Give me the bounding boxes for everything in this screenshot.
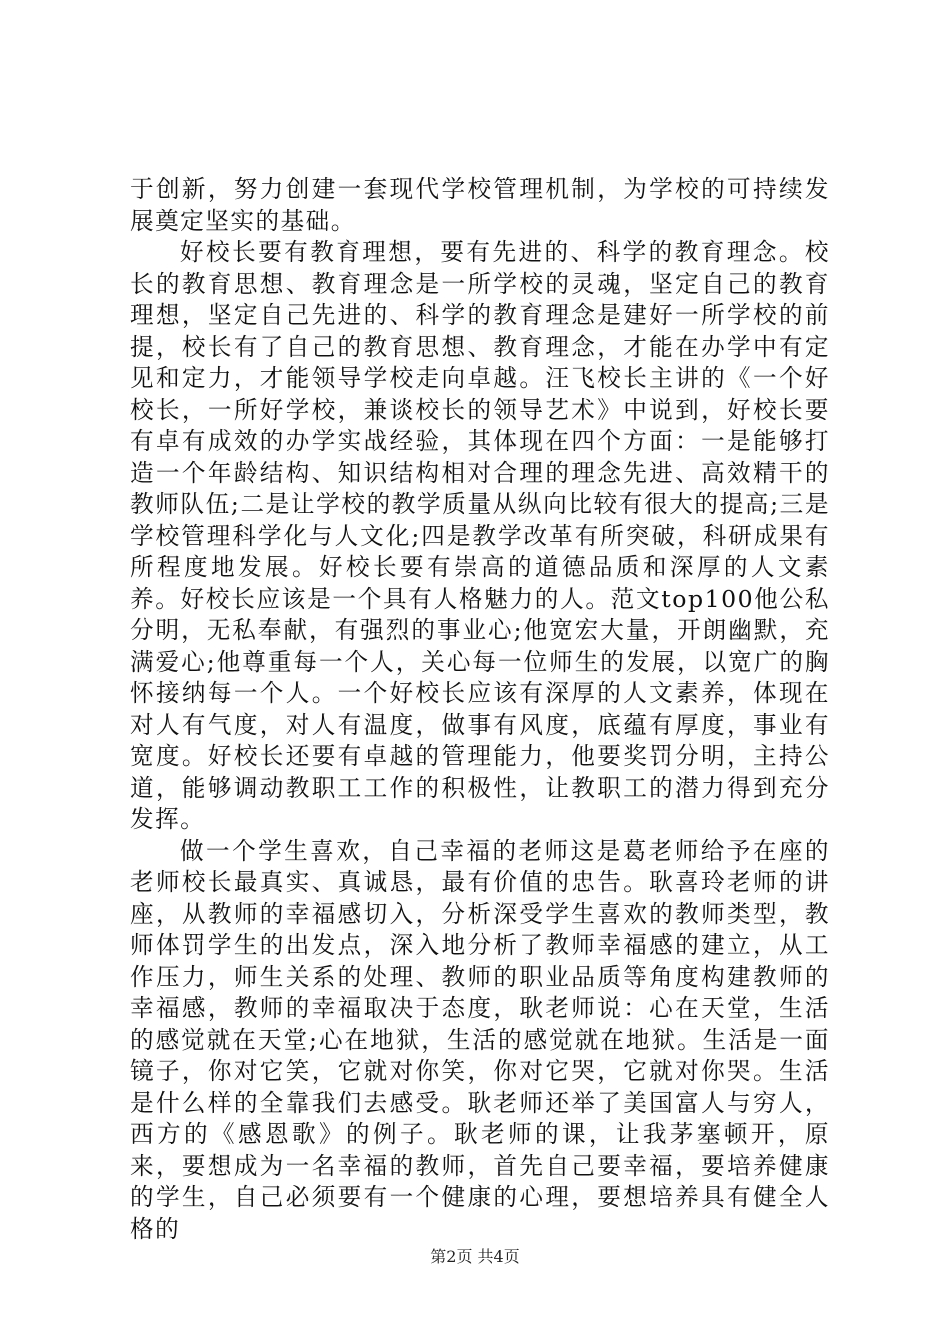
paragraph-3: 做一个学生喜欢，自己幸福的老师这是葛老师给予在座的老师校长最真实、真诚恳，最有价值的忠告。耿喜玲老师的讲座，从教师的幸福感切入，分析深受学生喜欢的教师类型，教师体罚学生的出发点，深入地分析了教师幸福感的建立，从工作压力，师生关系的处理、教师的职业品质等角度构建教师的幸福感，教师的幸福取决于态度，耿老师说：心在天堂，生活的感觉就在天堂;心在地狱，生活的感觉就在地狱。生活是一面镜子，你对它笑，它就对你笑，你对它哭，它就对你哭。生活是什么样的全靠我们去感受。耿老师还举了美国富人与穷人，西方的《感恩歌》的例子。耿老师的课，让我茅塞顿开，原来，要想成为一名幸福的教师，首先自己要幸福，要培养健康的学生，自己必须要有一个健康的心理，要想培养具有健全人格的 — [130, 836, 830, 1243]
page-number-footer: 第2页 共4页 — [430, 1247, 520, 1266]
document-body — [130, 174, 830, 1245]
paragraph-1: 于创新，努力创建一套现代学校管理机制，为学校的可持续发展奠定坚实的基础。 — [130, 175, 830, 235]
paragraph-2: 好校长要有教育理想，要有先进的、科学的教育理念。校长的教育思想、教育理念是一所学校的灵魂，坚定自己的教育理想，坚定自己先进的、科学的教育理念是建好一所学校的前提，校长有了自己的教育思想、教育理念，才能在办学中有定见和定力，才能领导学校走向卓越。汪飞校长主讲的《一个好校长，一所好学校，兼谈校长的领导艺术》中说到，好校长要有卓有成效的办学实战经验，其体现在四个方面：一是能够打造一个年龄结构、知识结构相对合理的理念先进、高效精干的教师队伍;二是让学校的教学质量从纵向比较有很大的提高;三是学校管理科学化与人文化;四是教学改革有所突破，科研成果有所程度地发展。好校长要有崇高的道德品质和深厚的人文素养。好校长应该是一个具有人格魅力的人。范文top100他公私分明，无私奉献，有强烈的事业心;他宽宏大量，开朗幽默，充满爱心;他尊重每一个人，关心每一位师生的发展，以宽广的胸怀接纳每一个人。一个好校长应该有深厚的人文素养，体现在对人有气度，对人有温度，做事有风度，底蕴有厚度，事业有宽度。好校长还要有卓越的管理能力，他要奖罚分明，主持公道，能够调动教职工工作的积极性，让教职工的潜力得到充分发挥。 — [130, 238, 830, 833]
